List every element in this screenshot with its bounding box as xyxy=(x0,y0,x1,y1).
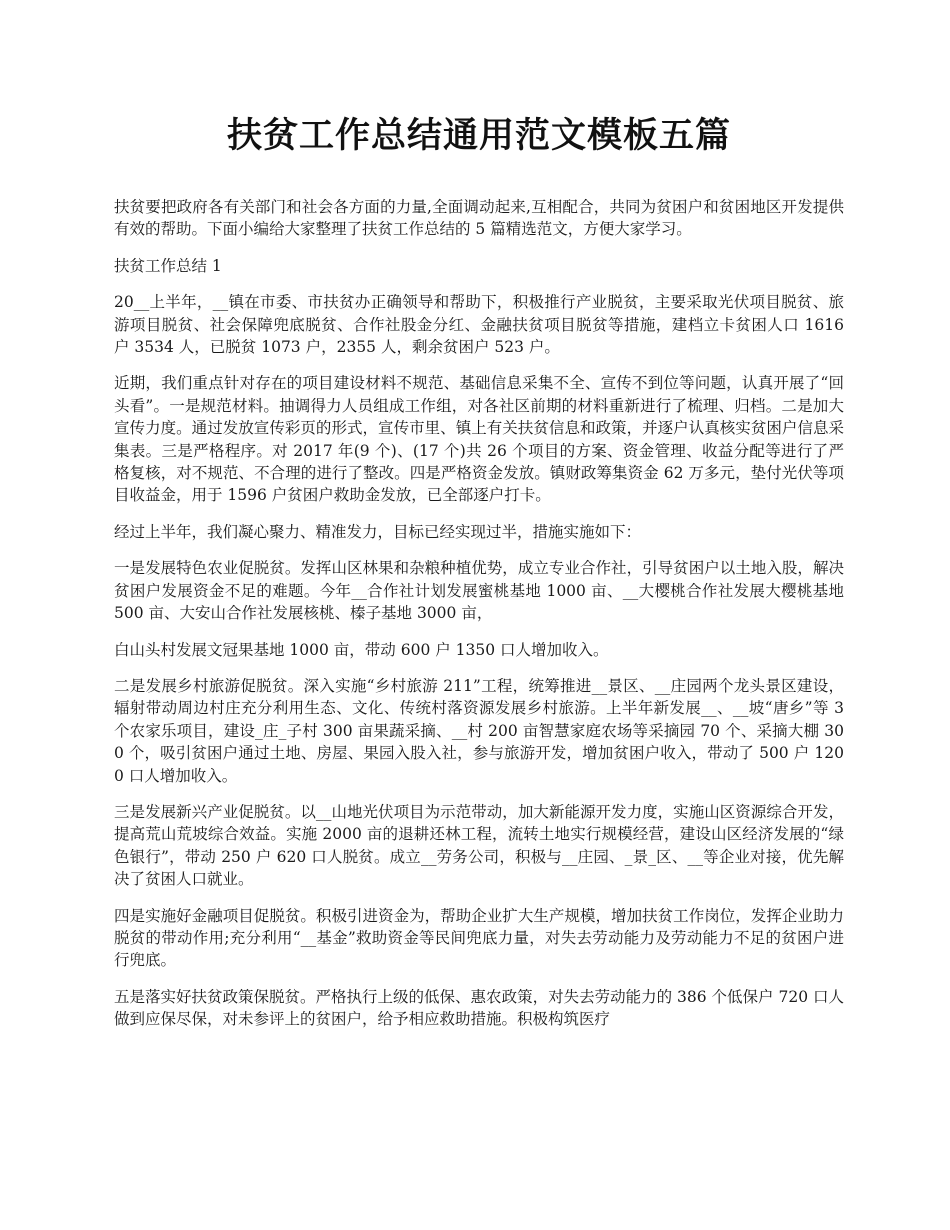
body-paragraph: 经过上半年，我们凝心聚力、精准发力，目标已经实现过半，措施实施如下： xyxy=(114,522,642,541)
body-paragraph: 一是发展特色农业促脱贫。发挥山区林果和杂粮种植优势，成立专业合作社，引导贫困户以土地入股，解决贫困户发展资金不足的难题。今年__合作社计划发展蜜桃基地 1000 亩、__大樱桃合作社发展大樱桃基地 500 亩、大安山合作社发展核桃、榛子基地 3000 亩， xyxy=(114,559,844,623)
document-page xyxy=(114,112,844,1045)
section-heading: 扶贫工作总结 1 xyxy=(114,256,222,275)
document-title: 扶贫工作总结通用范文模板五篇 xyxy=(226,115,731,156)
body-paragraph: 近期，我们重点针对存在的项目建设材料不规范、基础信息采集不全、宣传不到位等问题，认真开展了“回头看”。一是规范材料。抽调得力人员组成工作组，对各社区前期的材料重新进行了梳理、归档。二是加大宣传力度。通过发放宣传彩页的形式，宣传市里、镇上有关扶贫信息和政策，并逐户认真核实贫困户信息采集表。三是严格程序。对 2017 年(9 个)、(17 个)共 26 个项目的方案、资金管理、收益分配等进行了严格复核，对不规范、不合理的进行了整改。四是严格资金发放。镇财政筹集资金 62 万多元，垫付光伏等项目收益金，用于 1596 户贫困户救助金发放，已全部逐户打卡。 xyxy=(114,374,844,505)
body-paragraph: 二是发展乡村旅游促脱贫。深入实施“乡村旅游 211”工程，统筹推进__景区、__庄园两个龙头景区建设，辐射带动周边村庄充分利用生态、文化、传统村落资源发展乡村旅游。上半年新发展__、__坡“唐乡”等 3 个农家乐项目，建设_庄_子村 300 亩果蔬采摘、__村 200 亩智慧家庭农场等采摘园 70 个、采摘大棚 300 个，吸引贫困户通过土地、房屋、果园入股入社，参与旅游开发，增加贫困户收入，带动了 500 户 1200 口人增加收入。 xyxy=(114,676,844,785)
body-paragraph: 五是落实好扶贫政策保脱贫。严格执行上级的低保、惠农政策，对失去劳动能力的 386 个低保户 720 口人做到应保尽保，对未参评上的贫困户，给予相应救助措施。积极构筑医疗 xyxy=(114,987,844,1029)
body-paragraph: 白山头村发展文冠果基地 1000 亩，带动 600 户 1350 口人增加收入。 xyxy=(114,640,609,659)
intro-paragraph: 扶贫要把政府各有关部门和社会各方面的力量,全面调动起来,互相配合，共同为贫困户和贫困地区开发提供有效的帮助。下面小编给大家整理了扶贫工作总结的 5 篇精选范文，方便大家学习。 xyxy=(114,198,844,239)
body-paragraph: 四是实施好金融项目促脱贫。积极引进资金为，帮助企业扩大生产规模，增加扶贫工作岗位，发挥企业助力脱贫的带动作用;充分利用“__基金”救助资金等民间兜底力量，对失去劳动能力及劳动能力不足的贫困户进行兜底。 xyxy=(114,906,844,970)
body-paragraph: 20__上半年，__镇在市委、市扶贫办正确领导和帮助下，积极推行产业脱贫，主要采取光伏项目脱贫、旅游项目脱贫、社会保障兜底脱贫、合作社股金分红、金融扶贫项目脱贫等措施，建档立卡贫困人口 1616 户 3534 人，已脱贫 1073 户，2355 人，剩余贫困户 523 户。 xyxy=(114,293,844,357)
body-paragraph: 三是发展新兴产业促脱贫。以__山地光伏项目为示范带动，加大新能源开发力度，实施山区资源综合开发，提高荒山荒坡综合效益。实施 2000 亩的退耕还林工程，流转土地实行规模经营，建设山区经济发展的“绿色银行”，带动 250 户 620 口人脱贫。成立__劳务公司，积极与__庄园、_景_区、__等企业对接，优先解决了贫困人口就业。 xyxy=(114,802,844,889)
